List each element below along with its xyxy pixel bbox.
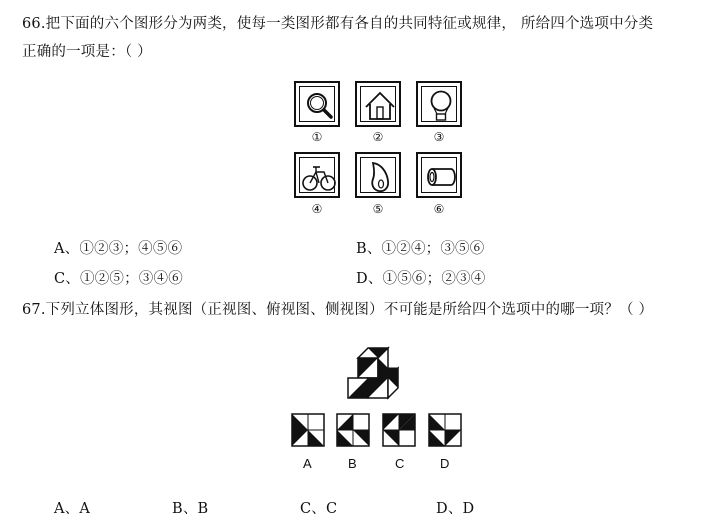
figure-1-label: ① — [311, 130, 323, 144]
figure-4-box — [294, 152, 340, 198]
figure-2-label: ② — [372, 130, 384, 144]
figure-2-box — [355, 81, 401, 127]
house-icon — [357, 83, 403, 129]
view-b-figure — [336, 413, 370, 447]
q66-option-d[interactable]: D、①⑤⑥；②③④ — [356, 271, 486, 287]
view-a-label: A — [303, 456, 312, 471]
q67-option-b[interactable]: B、B — [172, 501, 209, 517]
q66-option-a[interactable]: A、①②③；④⑤⑥ — [54, 241, 183, 257]
bicycle-icon — [296, 154, 342, 200]
q66-stem-line1: 66.把下面的六个图形分为两类，使每一类图形都有各自的共同特征或规律， 所给四个选项中分类 — [22, 16, 654, 32]
q67-solid-figure — [342, 344, 412, 410]
figure-4-label: ④ — [311, 202, 323, 216]
figure-5-label: ⑤ — [372, 202, 384, 216]
view-d-label: D — [440, 456, 450, 471]
view-d-figure — [428, 413, 462, 447]
q67-stem: 67.下列立体图形，其视图（正视图、俯视图、侧视图）不可能是所给四个选项中的哪一项？（ ） — [22, 302, 654, 318]
q66-option-c[interactable]: C、①②⑤；③④⑥ — [54, 271, 183, 287]
q67-option-c[interactable]: C、C — [300, 501, 338, 517]
figure-6-label: ⑥ — [433, 202, 445, 216]
q66-option-b[interactable]: B、①②④；③⑤⑥ — [356, 241, 485, 257]
q67-option-d[interactable]: D、D — [436, 501, 475, 517]
figure-3-label: ③ — [433, 130, 445, 144]
q67-option-a[interactable]: A、A — [54, 501, 91, 517]
view-c-figure — [382, 413, 416, 447]
q66-stem-line2: 正确的一项是：（ ） — [22, 44, 152, 60]
drop-shape-icon — [357, 154, 403, 200]
cylinder-icon — [418, 154, 464, 200]
figure-6-box — [416, 152, 462, 198]
view-a-figure — [291, 413, 325, 447]
view-b-label: B — [348, 456, 357, 471]
figure-5-box — [355, 152, 401, 198]
view-c-label: C — [395, 456, 405, 471]
hot-air-balloon-icon — [418, 83, 464, 129]
cube-bottom-left — [348, 378, 368, 398]
magnifier-icon — [296, 83, 342, 129]
figure-3-box — [416, 81, 462, 127]
figure-1-box — [294, 81, 340, 127]
